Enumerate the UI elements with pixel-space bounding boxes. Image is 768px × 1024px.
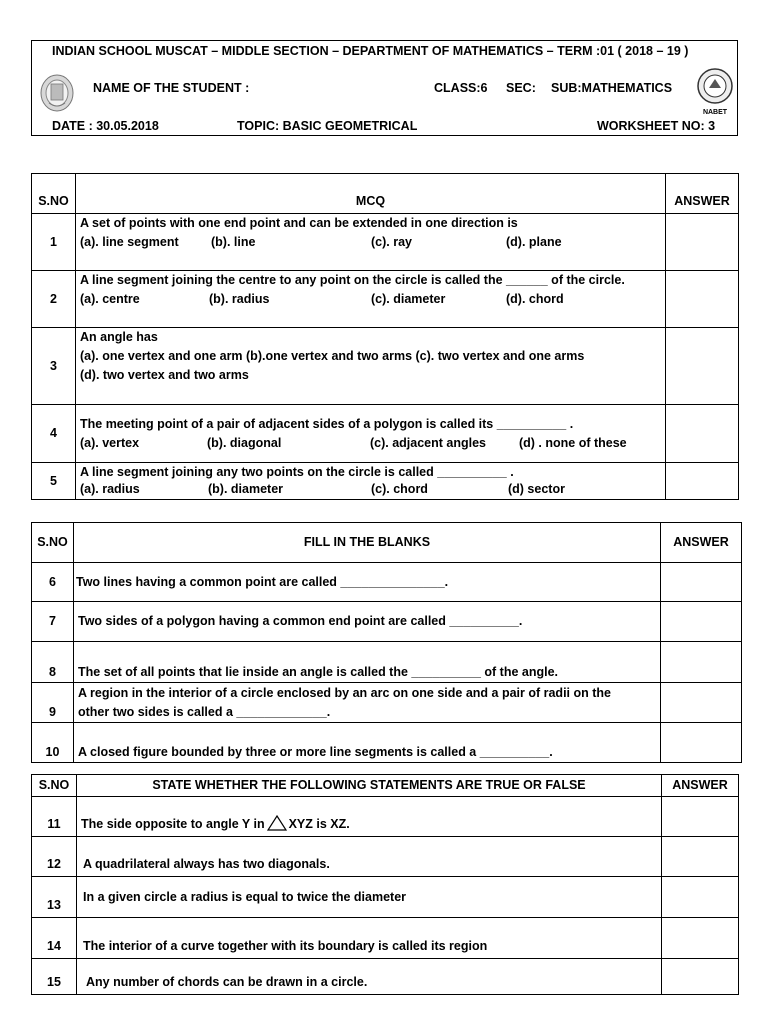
table-row — [32, 959, 739, 995]
question-text-line2: other two sides is called a _____________. — [78, 704, 331, 719]
question-text: Any number of chords can be drawn in a circle. — [77, 959, 662, 995]
question-number: 5 — [32, 463, 76, 500]
topic-label: TOPIC: BASIC GEOMETRICAL — [237, 119, 418, 133]
question-number: 1 — [32, 214, 76, 271]
school-crest-logo — [39, 73, 75, 113]
question-cell — [74, 683, 661, 723]
option-d: (d) . none of these — [519, 435, 627, 450]
nabet-accreditation-logo — [695, 67, 735, 117]
options-line: (a). one vertex and one arm (b).one vertex and two arms (c). two vertex and one arms — [80, 349, 585, 363]
question-text: The side opposite to angle Y in — [81, 817, 265, 831]
question-number: 14 — [32, 918, 77, 959]
answer-cell[interactable] — [662, 959, 739, 995]
nabet-logo-text: NABET — [702, 109, 728, 116]
answer-cell[interactable] — [662, 918, 739, 959]
option-a: (a). radius — [80, 482, 140, 496]
question-number: 15 — [32, 959, 77, 995]
question-number: 12 — [32, 837, 77, 877]
true-false-header: STATE WHETHER THE FOLLOWING STATEMENTS ARE TRUE OR FALSE — [77, 775, 662, 797]
fill-header-row — [32, 523, 742, 563]
question-cell — [76, 405, 666, 463]
options-row — [80, 434, 665, 453]
option-b: (b). diameter — [208, 482, 284, 496]
option-b: (b). line — [211, 235, 256, 249]
question-number: 10 — [32, 723, 74, 763]
options-row — [80, 233, 665, 252]
question-text: The interior of a curve together with its boundary is called its region — [77, 918, 662, 959]
mcq-header-row — [32, 174, 739, 214]
question-text: A line segment joining any two points on the circle is called __________ . — [80, 465, 514, 479]
answer-header: ANSWER — [666, 174, 739, 214]
answer-header: ANSWER — [662, 775, 739, 797]
answer-cell[interactable] — [666, 214, 739, 271]
date-label: DATE : 30.05.2018 — [52, 119, 159, 133]
answer-cell[interactable] — [662, 837, 739, 877]
question-text: In a given circle a radius is equal to twice the diameter — [77, 877, 662, 918]
mcq-header: MCQ — [76, 174, 666, 214]
answer-cell[interactable] — [666, 271, 739, 328]
answer-cell[interactable] — [661, 602, 742, 642]
table-row — [32, 602, 742, 642]
options-row — [80, 290, 665, 309]
option-d: (d) sector — [508, 482, 565, 496]
question-text: A region in the interior of a circle enclosed by an arc on one side and a pair of radii on the — [78, 685, 611, 700]
question-number: 13 — [32, 877, 77, 918]
section-label: SEC: — [506, 81, 536, 95]
answer-cell[interactable] — [662, 797, 739, 837]
question-number: 9 — [32, 683, 74, 723]
question-cell — [77, 797, 662, 837]
table-row — [32, 877, 739, 918]
question-text: Two sides of a polygon having a common end point are called __________. — [74, 602, 661, 642]
triangle-icon — [267, 815, 287, 831]
question-number: 7 — [32, 602, 74, 642]
table-row — [32, 563, 742, 602]
question-text-end: XYZ is XZ. — [288, 817, 350, 831]
answer-cell[interactable] — [661, 723, 742, 763]
tf-header-row — [32, 775, 739, 797]
table-row — [32, 328, 739, 405]
question-text: A line segment joining the centre to any point on the circle is called the ______ of the circle. — [80, 273, 625, 287]
question-text: The meeting point of a pair of adjacent sides of a polygon is called its __________ . — [80, 416, 574, 431]
question-text: A quadrilateral always has two diagonals. — [77, 837, 662, 877]
option-c: (c). ray — [371, 235, 412, 249]
question-cell — [76, 214, 666, 271]
question-text: A closed figure bounded by three or more line segments is called a __________. — [74, 723, 661, 763]
table-row — [32, 463, 739, 500]
answer-cell[interactable] — [661, 683, 742, 723]
question-text: The set of all points that lie inside an angle is called the __________ of the angle. — [74, 642, 661, 683]
question-number: 3 — [32, 328, 76, 405]
option-d: (d). plane — [506, 235, 562, 249]
answer-header: ANSWER — [661, 523, 742, 563]
option-c: (c). diameter — [371, 292, 446, 306]
table-row — [32, 214, 739, 271]
question-cell — [76, 463, 666, 500]
sno-header: S.NO — [32, 174, 76, 214]
subject-label: SUB:MATHEMATICS — [551, 81, 673, 95]
options-line: (d). two vertex and two arms — [80, 368, 249, 382]
worksheet-header — [31, 40, 738, 136]
option-a: (a). vertex — [80, 435, 140, 450]
table-row — [32, 405, 739, 463]
question-text: A set of points with one end point and can be extended in one direction is — [80, 216, 518, 230]
answer-cell[interactable] — [661, 563, 742, 602]
options-row — [80, 481, 665, 498]
question-cell — [76, 271, 666, 328]
question-number: 8 — [32, 642, 74, 683]
sno-header: S.NO — [32, 775, 77, 797]
school-title: INDIAN SCHOOL MUSCAT – MIDDLE SECTION – DEPARTMENT OF MATHEMATICS – TERM :01 ( 2018 – 19 ) — [52, 44, 689, 58]
answer-cell[interactable] — [666, 405, 739, 463]
question-text: An angle has — [80, 330, 158, 344]
option-c: (c). adjacent angles — [370, 435, 487, 450]
question-text: Two lines having a common point are called _______________. — [74, 563, 661, 602]
table-row — [32, 837, 739, 877]
answer-cell[interactable] — [666, 328, 739, 405]
table-row — [32, 797, 739, 837]
question-number: 11 — [32, 797, 77, 837]
option-c: (c). chord — [371, 482, 428, 496]
student-name-label: NAME OF THE STUDENT : — [93, 81, 250, 95]
worksheet-number-label: WORKSHEET NO: 3 — [597, 119, 716, 133]
option-b: (b). diagonal — [207, 435, 282, 450]
true-false-table — [31, 774, 739, 995]
class-label: CLASS:6 — [434, 81, 488, 95]
option-d: (d). chord — [506, 292, 564, 306]
question-number: 6 — [32, 563, 74, 602]
table-row — [32, 918, 739, 959]
option-a: (a). line segment — [80, 235, 179, 249]
table-row — [32, 683, 742, 723]
table-row — [32, 271, 739, 328]
option-a: (a). centre — [80, 292, 140, 306]
answer-cell[interactable] — [662, 877, 739, 918]
question-number: 2 — [32, 271, 76, 328]
answer-cell[interactable] — [666, 463, 739, 500]
sno-header: S.NO — [32, 523, 74, 563]
table-row — [32, 723, 742, 763]
fill-blanks-header: FILL IN THE BLANKS — [74, 523, 661, 563]
answer-cell[interactable] — [661, 642, 742, 683]
question-number: 4 — [32, 405, 76, 463]
question-cell — [76, 328, 666, 405]
table-row — [32, 642, 742, 683]
mcq-table — [31, 173, 739, 500]
fill-blanks-table — [31, 522, 742, 763]
option-b: (b). radius — [209, 292, 270, 306]
